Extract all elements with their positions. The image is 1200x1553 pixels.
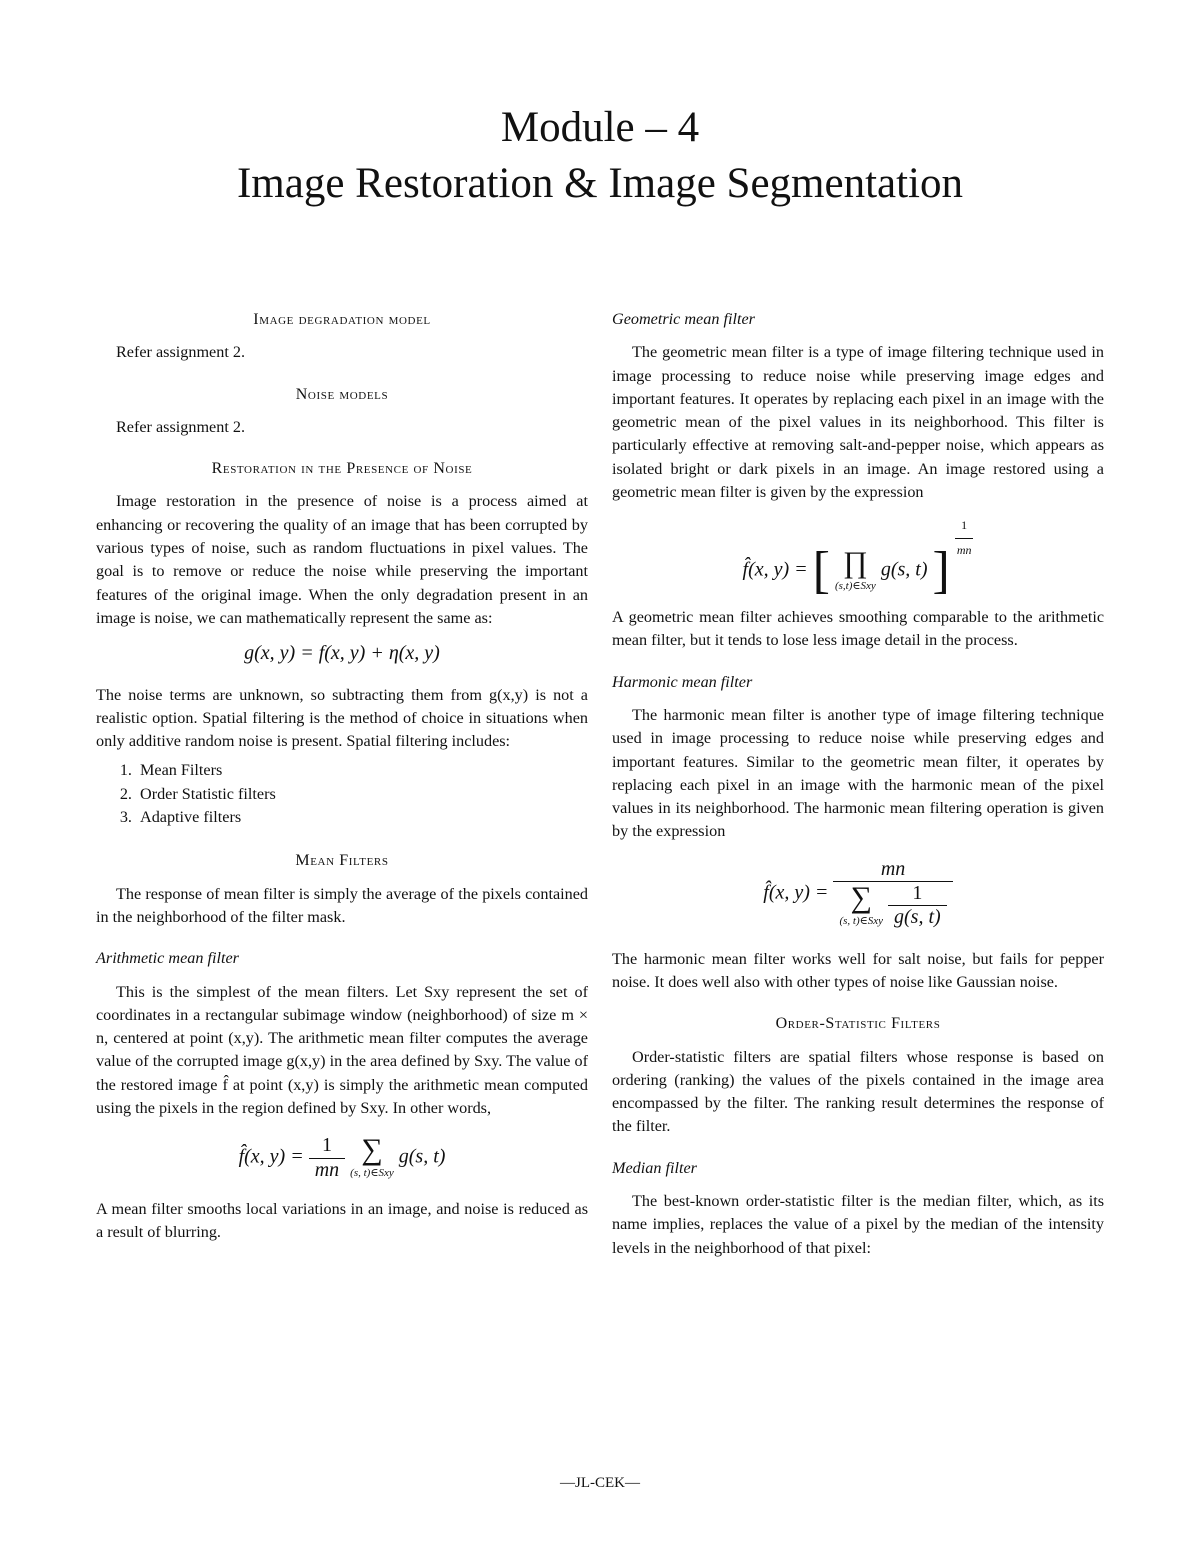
equation-harmonic-mean (612, 858, 1104, 930)
harmonic-paragraph: The harmonic mean filter is another type of image filtering technique used in image processing to reduce noise while preserving edges and important features. Similar to the geometric mean filter, it operates by replacing each pixel in an image with the harmonic mean of the pixel values in its neighborhood. The harmonic mean filtering operation is given by the expression (612, 705, 1104, 841)
blur-paragraph: A mean filter smooths local variations in an image, and noise is reduced as a result of blurring. (96, 1199, 588, 1242)
eq4-inner-numerator: 1 (888, 882, 947, 906)
list-item: 3. Adaptive filters (136, 806, 588, 829)
equation-noise-model: g(x, y) = f(x, y) + η(x, y) (244, 642, 440, 665)
median-paragraph: The best-known order-statistic filter is the median filter, which, as its name implies, replaces the value of a pixel by the median of the intensity levels in the neighborhood of that pixel: (612, 1192, 1104, 1257)
mean-filters-paragraph: The response of mean filter is simply the average of the pixels contained in the neighborhood of the filter mask. (96, 884, 588, 926)
arithmetic-paragraph: This is the simplest of the mean filters. Let Sxy represent the set of coordinates in a rectangular subimage window (neighborhood) of size m × n, centered at point (x,y). The arithmetic mean filter computes the average value of the corrupted image g(x,y) in the area defined by Sxy. The value of the restored image f̂ at point (x,y) is simply the arithmetic mean computed using the pixels in the region defined by Sxy. In other words, (96, 982, 588, 1118)
subsection-heading-harmonic: Harmonic mean filter (612, 672, 753, 691)
eq2-denominator: mn (314, 1158, 340, 1181)
eq3-product (835, 548, 876, 594)
equation-geometric-mean (612, 514, 1104, 600)
subsection-heading-arithmetic: Arithmetic mean filter (96, 949, 239, 968)
eq3-exponent (955, 514, 974, 562)
equation-arithmetic-mean (96, 1134, 588, 1182)
eq3-exponent-denominator: mn (956, 542, 972, 557)
section-heading-order-statistic: Order-Statistic Filters (775, 1015, 941, 1033)
eq3-exponent-numerator: 1 (955, 514, 974, 538)
sum-symbol: ∑ (361, 1133, 383, 1167)
eq3-body: g(s, t) (880, 558, 928, 581)
list-item: 2. Order Statistic filters (136, 783, 588, 806)
section-heading-noise-models: Noise models (295, 385, 389, 403)
noise-models-paragraph: Refer assignment 2. (116, 417, 246, 436)
eq2-lhs: f̂(x, y) = (238, 1145, 304, 1168)
subsection-heading-median: Median filter (612, 1158, 697, 1177)
subsection-heading-geometric: Geometric mean filter (612, 310, 755, 328)
eq4-denominator (833, 882, 952, 930)
harmonic-after-paragraph: The harmonic mean filter works well for salt noise, but fails for pepper noise. It does well also with other types of noise like Gaussian noise. (612, 949, 1104, 991)
eq4-numerator: mn (833, 858, 952, 882)
section-heading-degradation: Image degradation model (253, 311, 431, 328)
eq4-inner-fraction (888, 882, 947, 930)
left-column (96, 308, 588, 1255)
sum-symbol: ∑ (850, 880, 872, 914)
eq2-summation (350, 1135, 394, 1181)
list-item: 1. Mean Filters (136, 759, 588, 782)
eq2-numerator: 1 (309, 1134, 345, 1158)
section-heading-mean-filters: Mean Filters (295, 852, 389, 870)
title-line-2: Image Restoration & Image Segmentation (236, 160, 964, 207)
eq2-rhs: g(s, t) (398, 1145, 446, 1168)
section-heading-restoration: Restoration in the Presence of Noise (211, 460, 473, 478)
page-footer: —JL-CEK— (560, 1475, 640, 1491)
title-line-1: Module – 4 (500, 104, 700, 151)
degradation-paragraph: Refer assignment 2. (116, 343, 246, 362)
order-statistic-paragraph: Order-statistic filters are spatial filters whose response is based on ordering (ranking) the values of the pixels contained in the image area encompassed by the filter. The ranking result determines the response of the filter. (612, 1047, 1104, 1136)
eq4-fraction (833, 858, 952, 930)
eq4-sum-limit: (s, t)∈Sxy (839, 914, 884, 927)
eq2-fraction (309, 1134, 345, 1182)
right-column (612, 308, 1104, 1270)
eq4-summation (839, 880, 884, 929)
eq2-sum-limit: (s, t)∈Sxy (350, 1167, 394, 1180)
eq4-inner-denominator: g(s, t) (894, 906, 941, 929)
noise-terms-paragraph: The noise terms are unknown, so subtracting them from g(x,y) is not a realistic option. Spatial filtering is the method of choice in situations when only additive random noise is present. Spatial filtering includes: (96, 685, 588, 751)
eq4-lhs: f̂(x, y) = (763, 881, 829, 904)
eq3-product-limit: (s,t)∈Sxy (834, 580, 876, 593)
product-symbol: ∏ (843, 546, 868, 580)
document-title (0, 100, 1200, 212)
eq3-lhs: f̂(x, y) = (742, 558, 808, 581)
geometric-after-paragraph: A geometric mean filter achieves smoothing comparable to the arithmetic mean filter, but it tends to lose less image detail in the process. (612, 608, 1104, 650)
geometric-paragraph: The geometric mean filter is a type of image filtering technique used in image processing to reduce noise while preserving image edges and important features. It operates by replacing each pixel in an image with the geometric mean of the pixel values in its neighborhood. This filter is particularly effective at removing salt-and-pepper noise, which appears as isolated bright or dark pixels in an image. An image restored using a geometric mean filter is given by the expression (612, 343, 1104, 502)
restoration-paragraph: Image restoration in the presence of noise is a process aimed at enhancing or recovering the quality of an image that has been corrupted by various types of noise, such as random fluctuations in pixel values. The goal is to remove or reduce the noise while preserving the important features of the original image. When the only degradation present in an image is noise, we can mathematically represent the same as: (96, 492, 588, 627)
left-bracket: [ (812, 542, 830, 600)
right-bracket: ] (932, 542, 950, 600)
filters-list (96, 759, 588, 829)
